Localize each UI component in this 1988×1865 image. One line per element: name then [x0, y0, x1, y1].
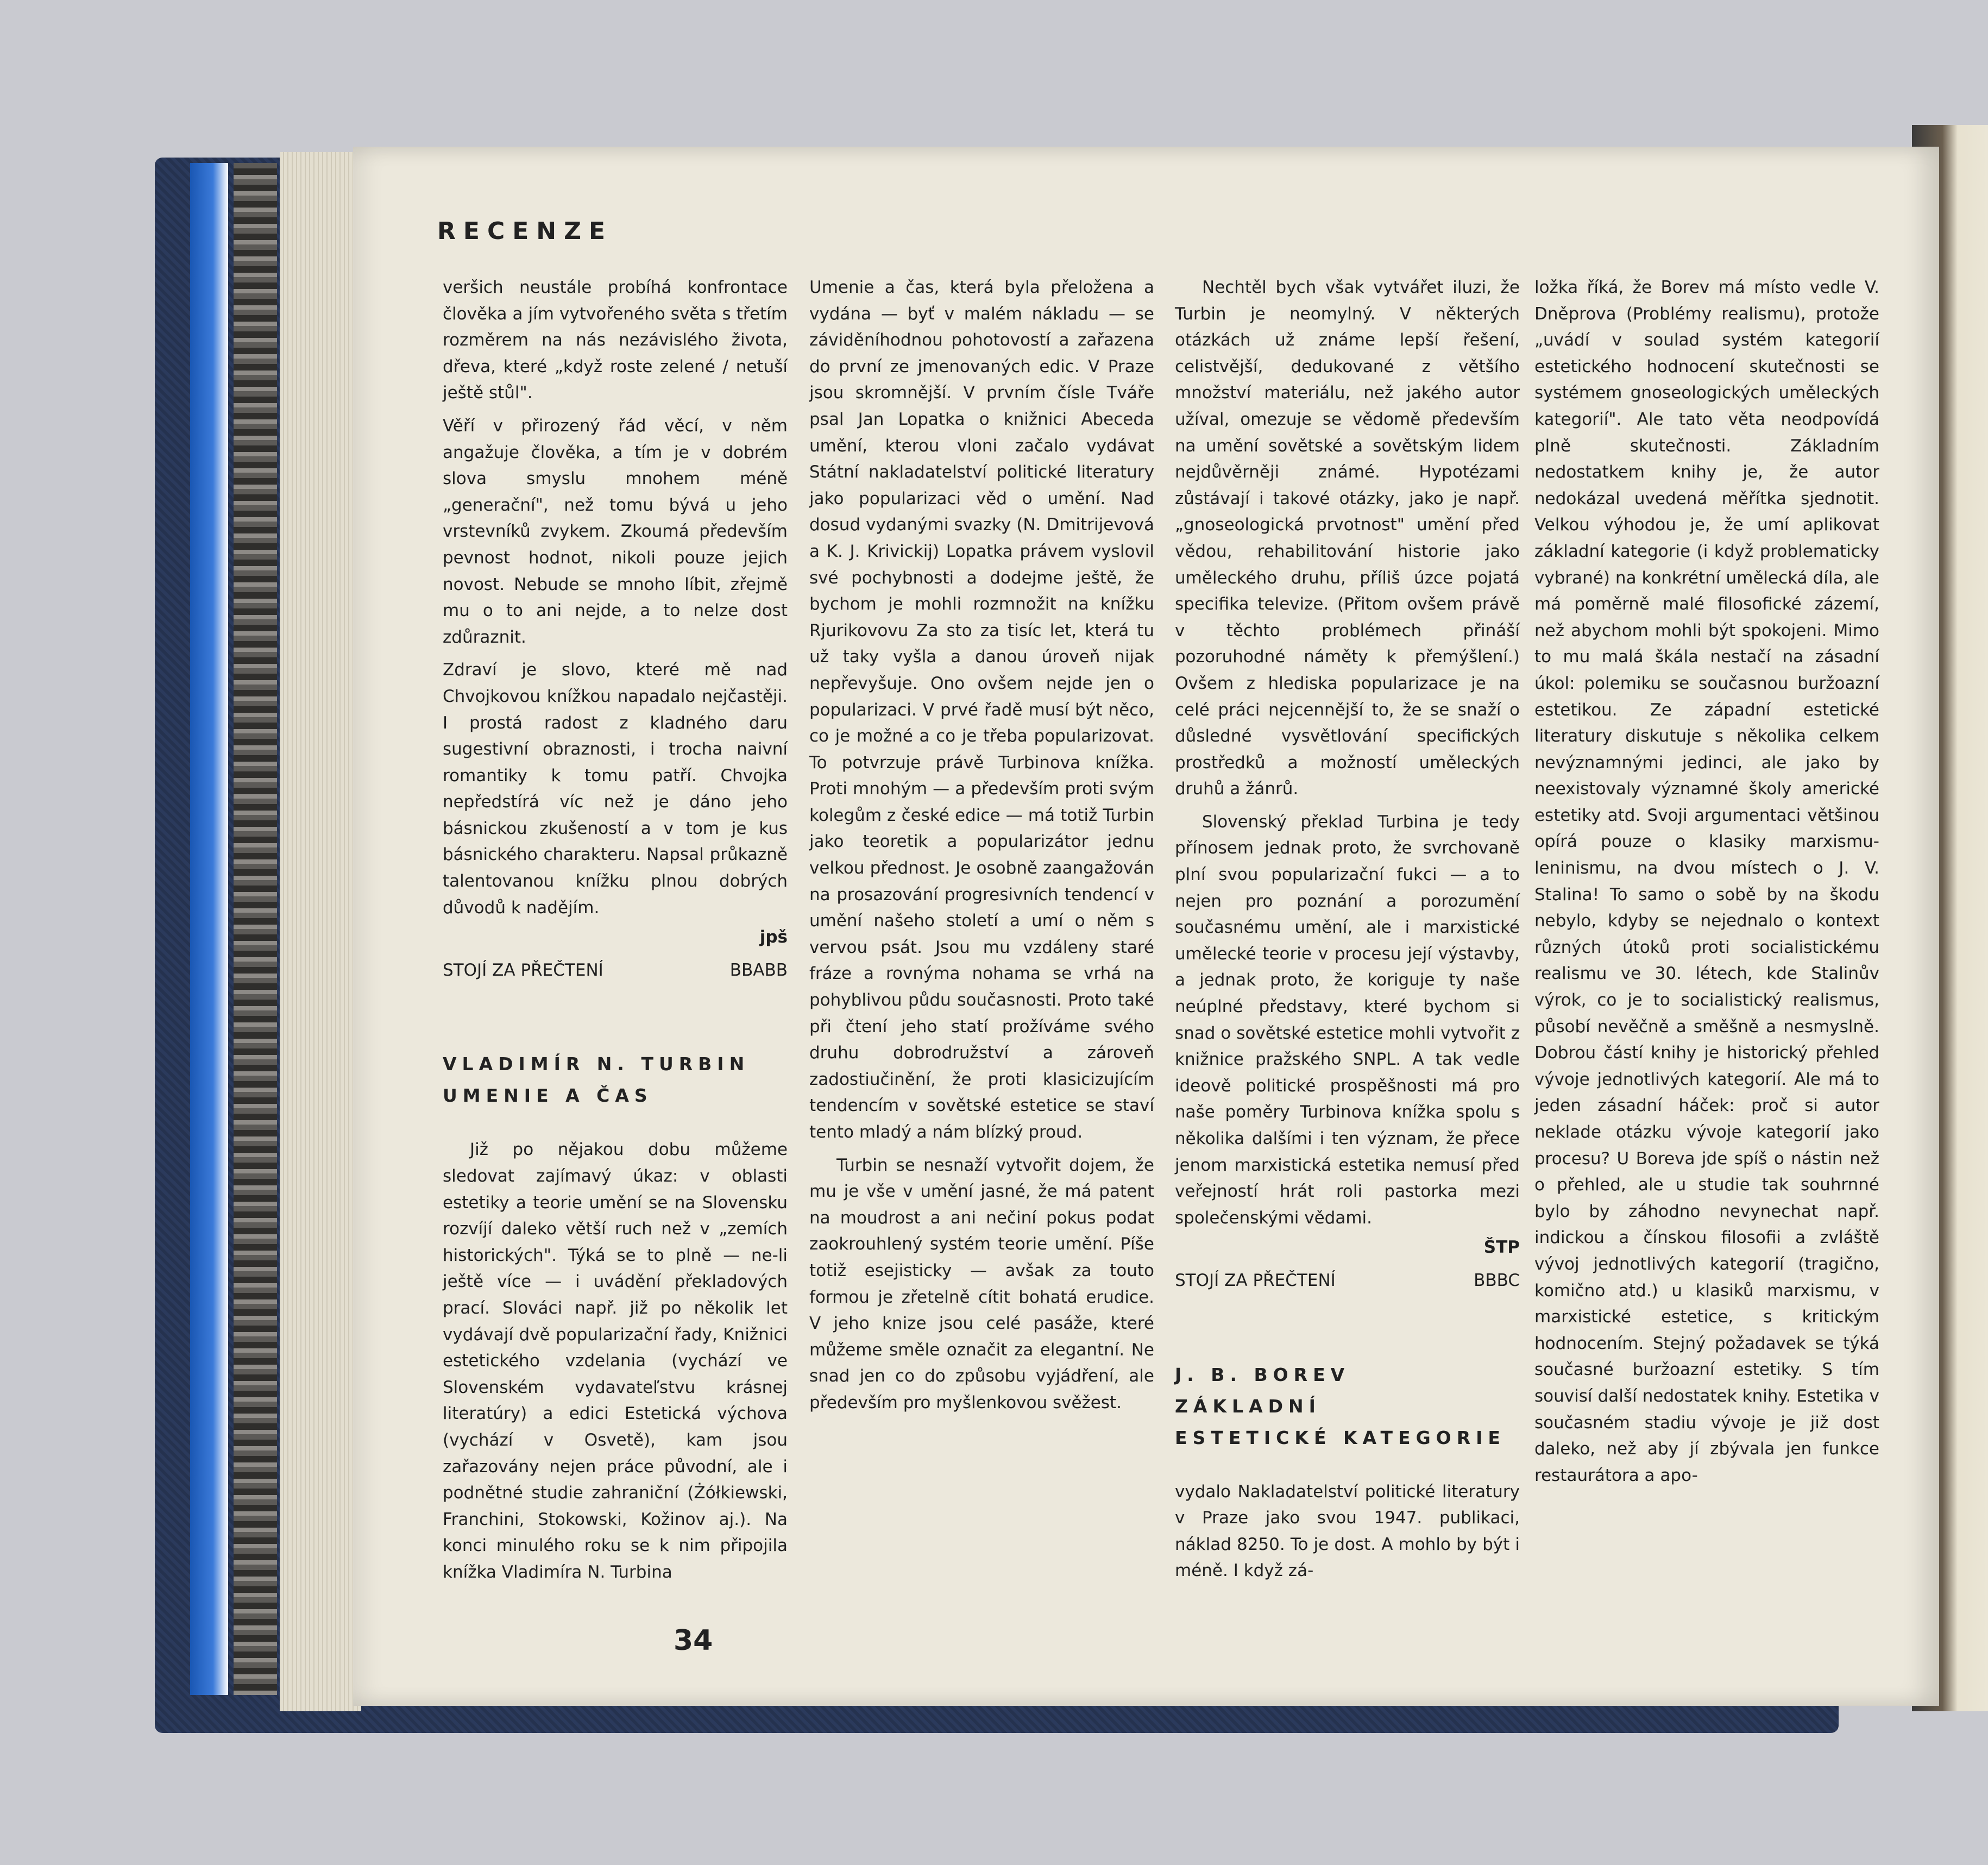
rating-row: [1175, 1267, 1520, 1294]
section-header: RECENZE: [437, 217, 613, 245]
review-title-book: ESTETICKÉ KATEGORIE: [1175, 1427, 1506, 1448]
paragraph: Turbin se nesnaží vytvořit dojem, že mu je vše v umění jasné, že má patent na moudrost a ani nečiní pokus podat zaokrouhlený systém teorie umění. Píše totiž esejisticky — avšak za touto formou je zřetelně cítit bohatá erudice. V jeho knize jsou celé pasáže, které můžeme směle označit za elegantní. Ne snad jen co do způsobu vyjádření, ale především pro myšlenkovou svěžest.: [809, 1155, 1154, 1412]
page-edge-dark: [234, 163, 277, 1695]
paragraph: Umenie a čas, která byla přeložena a vydána — byť v malém nákladu — se záviděníhodnou pohotovostí a zařazena do první ze jmenovaných edic. V Praze jsou skromnější. V prvním čísle Tváře psal Jan Lopatka o knižnici Abeceda umění, kterou vloni začalo vydávat Státní nakladatelství politické literatury jako popularizaci věd o umění. Nad dosud vydanými svazky (N. Dmitrijevová a K. J. Krivickij) Lopatka právem vyslovil své pochybnosti a dodejme ještě, že bychom je mohli rozmnožit na knížku Rjurikovovu Za sto za tisíc let, která tu už taky vyšla a danou úroveň nijak nepřevyšuje. Ono ovšem nejde jen o popularizaci. V prvé řadě musí být něco, co je možné a co je třeba popularizovat. To potvrzuje právě Turbinova knížka. Proti mnohým — a především proti svým kolegům z české edice — má totiž Turbin jako teoretik a popularizátor jednu velkou přednost. Je osobně zaangažován na prosazování progresivních tendencí v umění našeho století a umí o něm s vervou psát. Jsou mu vzdáleny staré fráze a rovnýma nohama se vrhá na pohyblivou půdu současnosti. Proto také při čtení jeho statí prožíváme svého druhu dobrodružství a zároveň zadostiučinění, že proti klasicizujícím tendencím v sovětské estetice se staví tento mladý a nám blízký proud.: [809, 278, 1154, 1142]
review-title-book: UMENIE A ČAS: [443, 1085, 653, 1107]
paragraph: veršich neustále probíhá konfrontace člověka a jím vytvořeného světa s třetím rozměrem na nás nezávislého života, dřeva, které „když roste zelené / netuší ještě stůl".: [443, 278, 788, 403]
review-title-book: ZÁKLADNÍ: [1175, 1395, 1321, 1417]
review-signature: ŠTP: [1483, 1238, 1520, 1258]
paragraph: Věří v přirozený řád věcí, v něm angažuje člověka, a tím je v dobrém slova smyslu mnohem méně „generační", než tomu bývá u jeho vrstevníků zvykem. Zkoumá především pevnost hodnot, nikoli pouze jejich novost. Nebude se mnoho líbit, zřejmě mu o to ani nejde, a to nelze dost zdůraznit.: [443, 416, 788, 647]
column-3: [1175, 274, 1520, 1591]
rating-value: BBABB: [729, 960, 788, 980]
review-title-author: J. B. BOREV: [1175, 1364, 1350, 1385]
paragraph: Nechtěl bych však vytvářet iluzi, že Turbin je neomylný. V některých otázkách už známe lepší řešení, celistvější, dedukované z většího množství materiálu, než jakého autor užíval, omezuje se vědomě především na umění sovětské a sovětským lidem nejdůvěrněji známé. Hypotézami zůstávají i takové otázky, jako je např. „gnoseologická prvotnost" umění před vědou, rehabilitování historie jako uměleckého druhu, příliš úzce pojatá specifika televize. (Přitom ovšem právě v těchto problémech přináší pozoruhodné náměty k přemýšlení.) Ovšem z hlediska popularizace je na celé práci nejcennější to, že se snaží o důsledné vysvětlování specifických prostředků a možností uměleckých druhů a žánrů.: [1175, 278, 1520, 799]
page-stack-edge: [280, 152, 361, 1711]
rating-row: [443, 957, 788, 984]
column-4: [1534, 274, 1879, 1495]
review-signature: jpš: [759, 927, 788, 947]
paragraph: Slovenský překlad Turbina je tedy přínosem jednak proto, že svrchovaně plní svou popularizační fukci — a to nejen pro poznání a porozumění současnému umění, ale i marxistické umělecké teorie v procesu její výstavby, a jednak proto, že koriguje ty naše neúplné představy, které bychom si snad o sovětské estetice mohli vytvořit z knižnice pražského SNPL. A tak vedle ideově politické prospěšnosti má pro naše poměry Turbinova knížka spolu s několika dalšími i ten význam, že přece jenom marxistická estetika nemusí před veřejností hrát roli pastorka mezi společenskými vědami.: [1175, 812, 1520, 1228]
review-title-author: VLADIMÍR N. TURBIN: [443, 1053, 750, 1075]
paragraph: ložka říká, že Borev má místo vedle V. Dněprova (Problémy realismu), protože „uvádí v soulad systém kategorií estetického hodnocení skutečnosti se systémem gnoseologických uměleckých kategorií". Ale tato věta neodpovídá plně skutečnosti. Základním nedostatkem knihy je, že autor nedokázal uvedená měřítka sjednotit. Velkou výhodou je, že umí aplikovat základní kategorie (i když problematicky vybrané) na konkrétní umělecká díla, ale má poměrně malé filosofické zázemí, než abychom mohli být spokojeni. Mimo to mu malá škála nestačí na zásadní úkol: polemiku se současnou buržoazní estetikou. Ze západní estetické literatury diskutuje s několika celkem nevýznamnými jedinci, ale jako by neexistovaly významné školy americké estetiky atd. Svoji argumentaci většinou opírá pouze o klasiky marxismu-leninismu, na dvou místech o J. V. Stalina! To samo o sobě by na škodu nebylo, kdyby se nejednalo o kontext různých útoků proti socialistickému realismu ve 30. létech, kde Stalinův výrok, co je to socialistický realismus, působí nevěčně a směšně a nesmyslně. Dobrou částí knihy je historický přehled vývoje jednotlivých kategorií. Ale má to jeden zásadní háček: proč si autor neklade otázku vývoje kategorií jako procesu? U Boreva jde spíš o nástin než o přehled, ale u studie tak souhrnné bylo by záhodno nevynechat např. indickou a čínskou filosofii a zvláště vývoj jednotlivých kategorií (tragično, komično atd.) u klasiků marxismu, v marxistické estetice, s kritickým hodnocením. Stejný požadavek se týká současné buržoazní estetiky. S tím souvisí další nedostatek knihy. Estetika v současném stadiu vývoje je již dost daleko, než aby jí zbývala jen funkce restaurátora a apo-: [1534, 278, 1879, 1485]
paragraph: Zdraví je slovo, které mě nad Chvojkovou knížkou napadalo nejčastěji. I prostá radost z kladného daru sugestivní obraznosti, i trocha naivní romantiky k tomu patří. Chvojka nepředstírá víc než je dáno jeho básnickou zkušeností a v tom je kus básnického charakteru. Napsal průkazně talentovanou knížku plnou dobrých důvodů k nadějím.: [443, 660, 788, 918]
paragraph: Již po nějakou dobu můžeme sledovat zajímavý úkaz: v oblasti estetiky a teorie umění se na Slovensku rozvíjí daleko větší ruch než v „zemích historických". Týká se to plně — ne-li ještě více — i uvádění překladových prací. Slováci např. již po několik let vydávají dvě popularizační řady, Knižnici estetického vzdelania (vychází ve Slovenském vydavateľstvu krásnej literatúry) a edici Estetická výchova (vychází v Osvetě), kam jsou zařazovány nejen práce původní, ale i podnětné studie zahraniční (Żółkiewski, Franchini, Stokowski, Kožinov aj.). Na konci minulého roku se k nim připojila knížka Vladimíra N. Turbina: [443, 1140, 788, 1582]
rating-label: STOJÍ ZA PŘEČTENÍ: [1175, 1270, 1336, 1290]
rating-label: STOJÍ ZA PŘEČTENÍ: [443, 960, 603, 980]
paragraph: vydalo Nakladatelství politické literatury v Praze jako svou 1947. publikaci, náklad 8250. To je dost. A mohlo by být i méně. I když zá-: [1175, 1481, 1520, 1581]
column-2: [809, 274, 1154, 1423]
page-edge-blue: [190, 163, 228, 1695]
page-number: 34: [674, 1624, 713, 1657]
column-1: [443, 274, 788, 1592]
rating-value: BBBC: [1474, 1270, 1520, 1290]
